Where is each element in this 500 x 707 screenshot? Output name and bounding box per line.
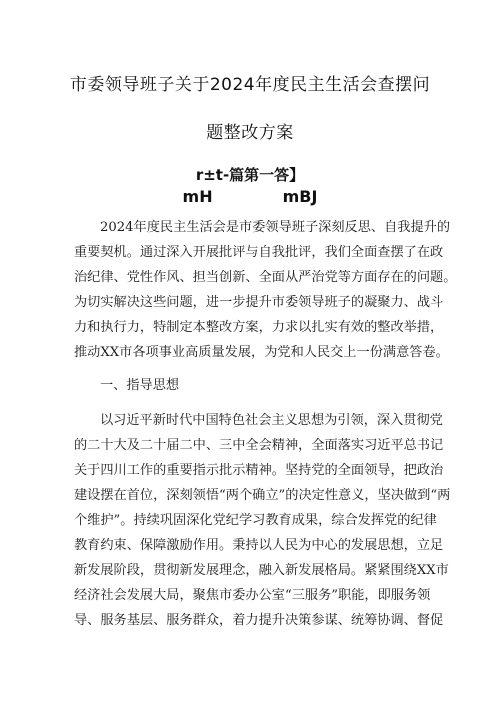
paragraph-2-line: 的二十大及二十届二中、三中全会精神，全面落实习近平总书记 xyxy=(74,438,444,453)
paragraph-1-line: 2024年度民主生活会是市委领导班子深刻反思、自我提升的 xyxy=(100,220,451,235)
paragraph-1-line: 力和执行力，特制定本整改方案，力求以扎实有效的整改举措， xyxy=(74,320,444,335)
paragraph-2-line: 个维护”。持续巩固深化党纪学习教育成果，综合发挥党的纪律 xyxy=(74,513,437,528)
paragraph-2-line: 经济社会发展大局，聚焦市委办公室“三服务”职能，即服务领 xyxy=(74,588,431,603)
paragraph-1-line: 推动XX市各项事业高质量发展，为党和人民交上一份满意答卷。 xyxy=(74,345,449,360)
document-subtitle-line-2 xyxy=(0,187,500,206)
document-title-line-2: 题整改方案 xyxy=(206,123,294,143)
paragraph-2-line: 以习近平新时代中国特色社会主义思想为引领，深入贯彻党 xyxy=(100,413,443,428)
paragraph-2-line: 新发展阶段，贯彻新发展理念，融入新发展格局。紧紧围绕XX市 xyxy=(74,563,449,578)
paragraph-2-line: 建设摆在首位，深刻领悟“两个确立”的决定性意义，坚决做到“两 xyxy=(74,488,451,503)
paragraph-2-line: 教育约束、保障激励作用。秉持以人民为中心的发展思想，立足 xyxy=(74,538,444,553)
paragraph-2-line: 关于四川工作的重要指示批示精神。坚持党的全面领导，把政治 xyxy=(74,463,444,478)
paragraph-2-line: 导、服务基层、服务群众，着力提升决策参谋、统筹协调、督促 xyxy=(74,613,444,628)
paragraph-1-line: 为切实解决这些问题，进一步提升市委领导班子的凝聚力、战斗 xyxy=(74,295,444,310)
document-subtitle-line-1: r±t-篇第一答】 xyxy=(195,166,305,184)
section-1-heading: 一、指导思想 xyxy=(100,378,180,393)
paragraph-1-line: 治纪律、党性作风、担当创新、全面从严治党等方面存在的问题。 xyxy=(74,270,457,285)
subtitle-right-fragment: mBJ xyxy=(282,187,318,206)
document-title-line-1: 市委领导班子关于2024年度民主生活会查摆问 xyxy=(69,75,431,95)
subtitle-left-fragment: mH xyxy=(182,187,213,206)
paragraph-1-line: 重要契机。通过深入开展批评与自我批评，我们全面查摆了在政 xyxy=(74,245,444,260)
